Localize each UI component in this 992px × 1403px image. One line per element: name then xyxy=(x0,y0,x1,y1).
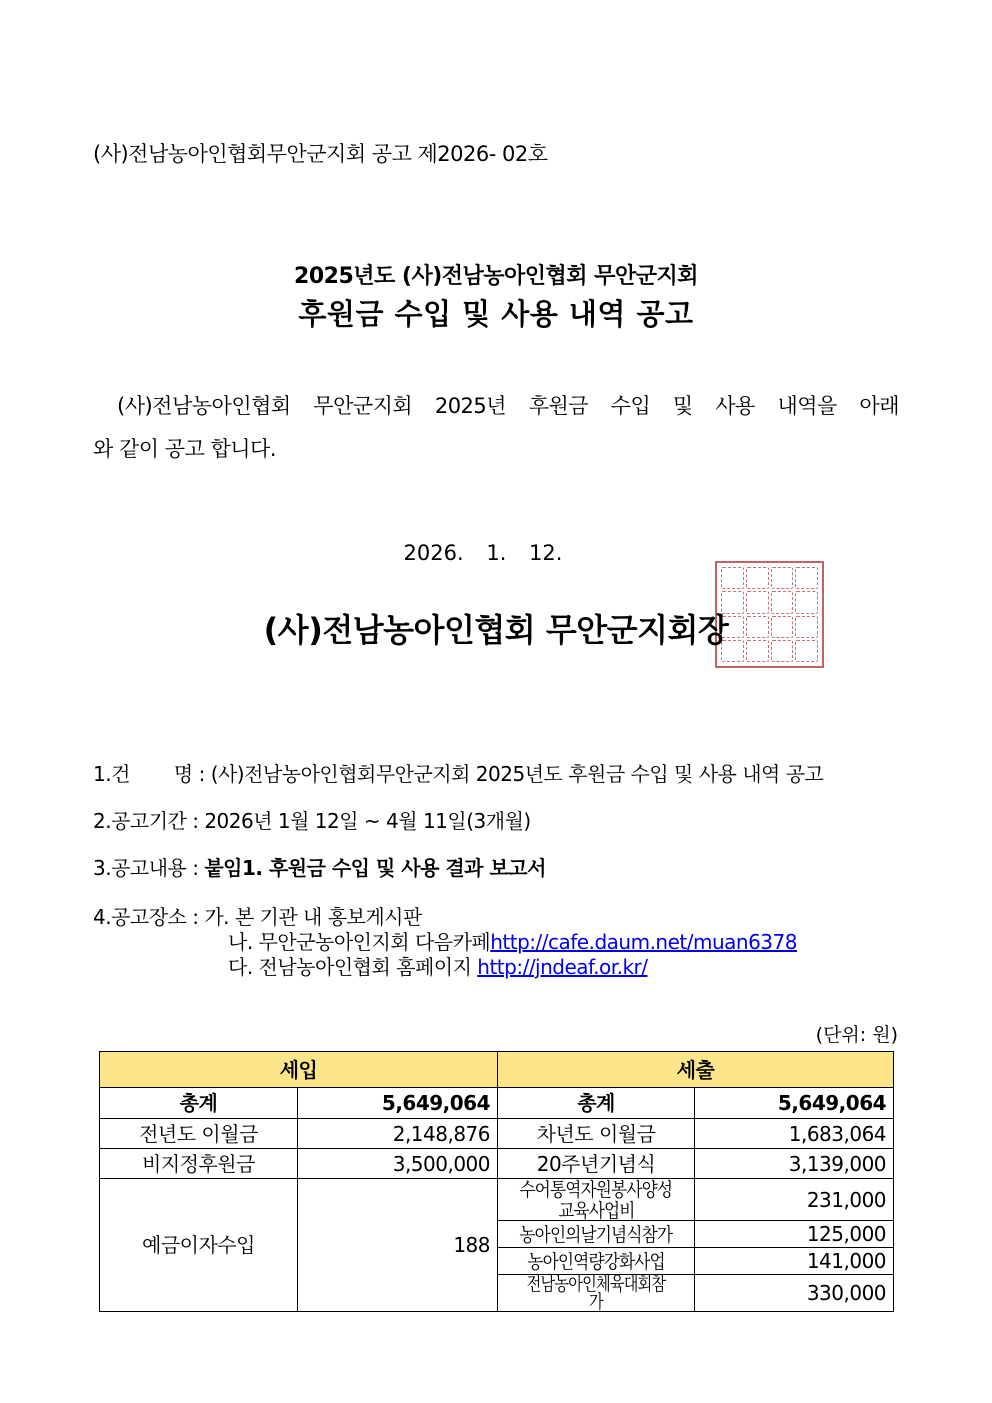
expense-value: 330,000 xyxy=(695,1275,894,1312)
table-row xyxy=(100,1149,894,1179)
expense-label-line1: 수어통역자원봉사양성 xyxy=(519,1179,673,1202)
expense-label: 20주년기념식 xyxy=(498,1149,695,1179)
expense-value: 3,139,000 xyxy=(695,1149,894,1179)
expense-label xyxy=(498,1179,695,1221)
item-place-label: 4.공고장소 : xyxy=(93,905,199,929)
finance-table xyxy=(99,1051,894,1312)
seal-glyph xyxy=(795,567,818,589)
seal-glyph xyxy=(771,567,794,589)
intro-paragraph-line2: 와 같이 공고 합니다. xyxy=(93,437,276,461)
notice-number: (사)전남농아인협회무안군지회 공고 제2026- 02호 xyxy=(93,142,548,166)
income-total-label: 총계 xyxy=(100,1088,298,1119)
unit-label: (단위: 원) xyxy=(815,1024,898,1046)
item-place-2-text: 나. 무안군농아인지회 다음카페 xyxy=(228,930,491,954)
expense-label xyxy=(498,1275,695,1312)
daum-cafe-link[interactable]: http://cafe.daum.net/muan6378 xyxy=(490,930,797,954)
expense-label xyxy=(498,1221,695,1248)
table-total-row xyxy=(100,1088,894,1119)
expense-value: 231,000 xyxy=(695,1179,894,1221)
intro-text-line1: (사)전남농아인협회 무안군지회 2025년 후원금 수입 및 사용 내역을 아래 xyxy=(117,394,899,418)
table-header-row xyxy=(100,1052,894,1088)
item-content-label: 3.공고내용 : xyxy=(93,856,199,880)
table-row xyxy=(100,1119,894,1149)
item-subject-value: (사)전남농아인협회무안군지회 2025년도 후원금 수입 및 사용 내역 공고 xyxy=(210,762,824,786)
notice-date: 2026. 1. 12. xyxy=(403,541,563,565)
intro-paragraph-line1 xyxy=(93,390,899,420)
expense-label: 차년도 이월금 xyxy=(498,1119,695,1149)
expense-label-line2: 교육사업비 xyxy=(557,1199,635,1222)
item-place-3 xyxy=(228,951,648,980)
expense-total-value: 5,649,064 xyxy=(695,1088,894,1119)
document-title-line2: 후원금 수입 및 사용 내역 공고 xyxy=(298,297,694,331)
item-subject xyxy=(93,758,823,787)
item-place-1: 가. 본 기관 내 홍보게시판 xyxy=(204,905,422,929)
item-period xyxy=(93,805,531,834)
income-label: 전년도 이월금 xyxy=(100,1119,298,1149)
expense-value: 1,683,064 xyxy=(695,1119,894,1149)
homepage-link[interactable]: http://jndeaf.or.kr/ xyxy=(477,955,648,979)
expense-label-text: 전남농아인체육대회참가 xyxy=(526,1273,666,1314)
expense-label-text: 농아인의날기념식참가 xyxy=(519,1223,673,1246)
seal-glyph xyxy=(721,567,744,589)
income-value: 188 xyxy=(298,1179,498,1312)
item-subject-label-b: 명 : xyxy=(173,762,205,786)
seal-glyph xyxy=(746,567,769,589)
item-period-label: 2.공고기간 : xyxy=(93,809,199,833)
item-content-value: 붙임1. 후원금 수입 및 사용 결과 보고서 xyxy=(204,856,546,880)
income-label: 비지정후원금 xyxy=(100,1149,298,1179)
income-total-value: 5,649,064 xyxy=(298,1088,498,1119)
signatory-name: (사)전남농아인협회 무안군지회장 xyxy=(263,611,729,649)
expense-label xyxy=(498,1248,695,1275)
document-title-line1: 2025년도 (사)전남농아인협회 무안군지회 xyxy=(294,264,698,289)
income-value: 3,500,000 xyxy=(298,1149,498,1179)
item-content xyxy=(93,852,546,881)
income-label: 예금이자수입 xyxy=(100,1179,298,1312)
item-period-value: 2026년 1월 12일 ~ 4월 11일(3개월) xyxy=(204,809,531,833)
expense-header: 세출 xyxy=(498,1052,894,1088)
income-value: 2,148,876 xyxy=(298,1119,498,1149)
expense-value: 125,000 xyxy=(695,1221,894,1248)
item-subject-label-a: 1.건 xyxy=(93,762,130,786)
expense-label-text: 농아인역량강화사업 xyxy=(527,1250,665,1273)
table-row xyxy=(100,1179,894,1221)
income-header: 세입 xyxy=(100,1052,498,1088)
expense-total-label: 총계 xyxy=(498,1088,695,1119)
expense-value: 141,000 xyxy=(695,1248,894,1275)
item-place-3-text: 다. 전남농아인협회 홈페이지 xyxy=(228,955,478,979)
